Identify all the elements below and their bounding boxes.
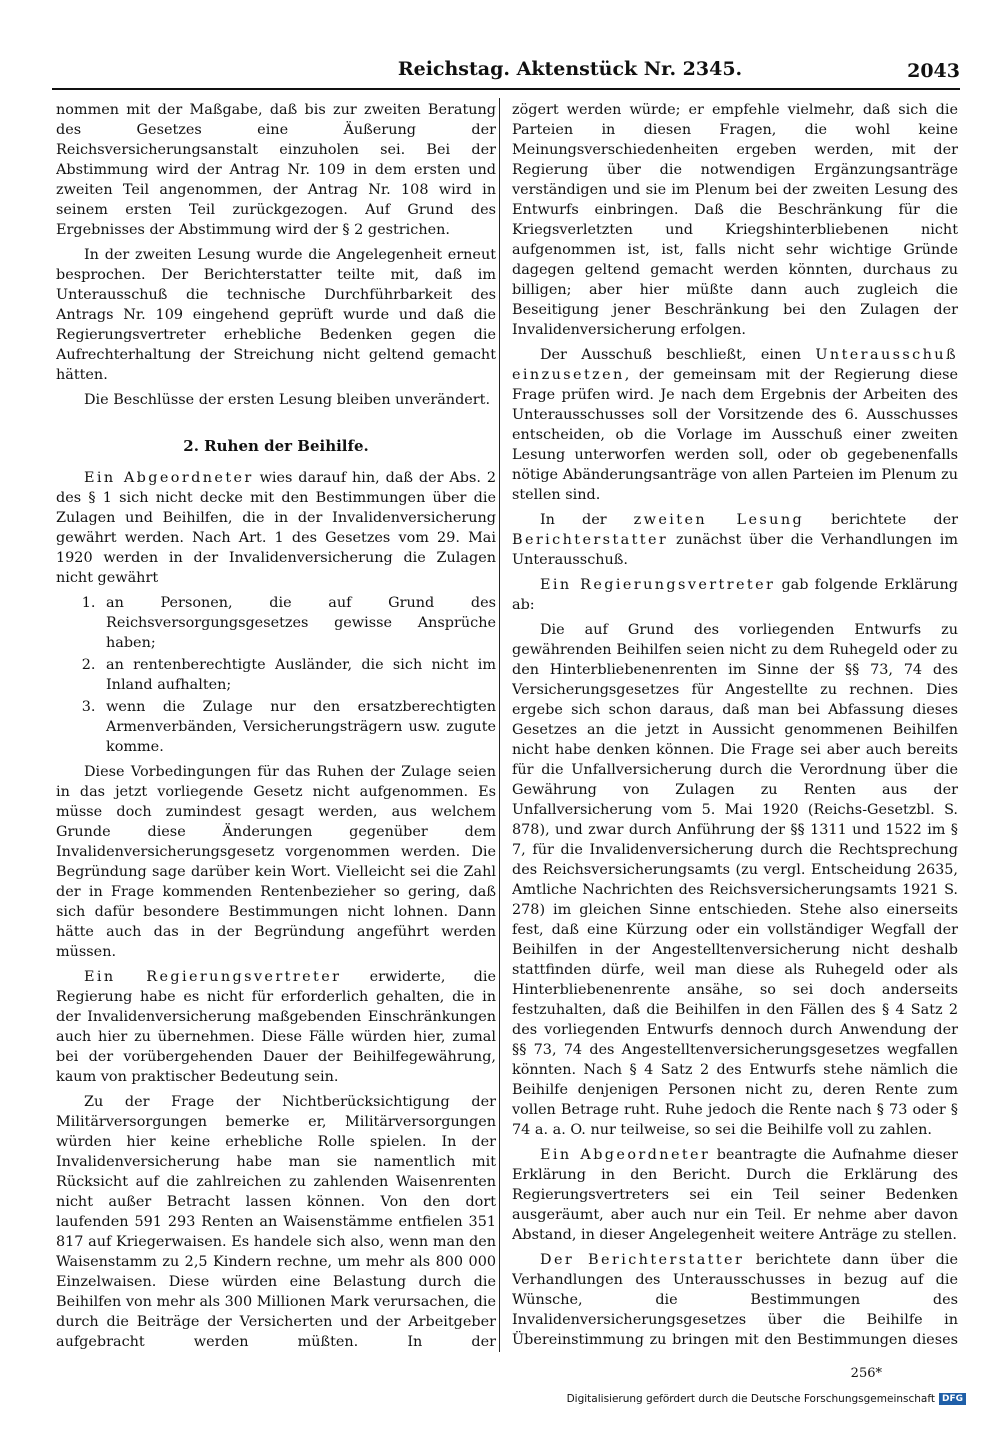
digitization-credit xyxy=(567,1393,966,1405)
paragraph-text: In der xyxy=(540,512,634,528)
speaker-label: Ein Regierungsvertreter xyxy=(84,969,342,985)
paragraph-text: beantragte die Aufnahme dieser Erklärung in den Bericht. Durch die Erklärung des Regierungsvertreters sei ein Teil seiner Bedenken ausgeräumt, aber auch nur ein Teil. Er nehme aber davon Abstand, in dieser Angelegenheit weitere Anträge zu stellen. xyxy=(512,1147,958,1243)
credit-text: Digitalisierung gefördert durch die Deutsche Forschungsgemeinschaft xyxy=(566,1393,935,1405)
paragraph xyxy=(512,1250,958,1350)
paragraph-text: berichtete dann über die Verhandlungen des Unterausschusses in bezug auf die Wünsche, die Bestimmungen des Invalidenversicherungsgesetzes über die Beihilfe in Übereinstimmung zu bringen mit den Bestimmungen dieses xyxy=(512,1252,958,1348)
right-column xyxy=(512,100,958,1350)
paragraph xyxy=(512,1145,958,1245)
paragraph xyxy=(56,967,496,1087)
paragraph-text: erwiderte, die Regierung habe es nicht für erforderlich gehalten, die in der Invalidenversicherung maßgebenden Einschränkungen auch hier zu übernehmen. Diese Fälle würden hier, zumal bei der vorübergehenden Dauer der Beihilfegewährung, kaum von praktischer Bedeutung sein. xyxy=(56,969,496,1085)
speaker-label: Ein Abgeordneter xyxy=(84,470,254,486)
dfg-logo: DFG xyxy=(939,1393,966,1405)
list-item: 2. an rentenberechtigte Ausländer, die sich nicht im Inland aufhalten; xyxy=(100,655,496,695)
paragraph: Zu der Frage der Nichtberücksichtigung der Militärversorgungen bemerke er, Militärversorgungen würden hier keine erhebliche Rolle spielen. In der Invalidenversicherung habe man sie namentlich mit Rücksicht auf die zahlreichen zu zahlenden Waisenrenten nicht außer Betracht lassen können. Von den dort laufenden 591 293 Renten an Waisenstämme entfielen 351 817 auf Kriegerwaisen. Es handele sich also, wenn man den Waisenstamm zu 2,5 Kindern rechne, um mehr als 800 000 Einzelwaisen. Diese würden eine Belastung durch die Beihilfen von mehr als 300 Millionen Mark verursachen, die durch die Beiträge der Versicherten und der Arbeitgeber aufgebracht werden müßten. In der xyxy=(56,1094,496,1350)
paragraph-text: wies darauf hin, daß der Abs. 2 des § 1 sich nicht decke mit den Bestimmungen über die Zulagen und Beihilfen, die in der Invalidenversicherung gewährt werden. Nach Art. 1 des Gesetzes vom 29. Mai 1920 werden in der Invalidenversicherung die Zulagen nicht gewährt xyxy=(56,470,496,586)
header-rule xyxy=(52,88,960,90)
paragraph: zögert werden würde; er empfehle vielmehr, daß sich die Parteien in diesen Fragen, die wohl keine Meinungsverschiedenheiten ergeben werden, mit der Regierung über die notwendigen Ergänzungsanträge verständigen und sie im Plenum bei der zweiten Lesung des Entwurfs einbringen. Daß die Beschränkung für die Kriegsverletzten und Kriegshinterbliebenen nicht aufgenommen ist, ist, falls nicht sehr wichtige Gründe dagegen geltend gemacht werden könnten, durchaus zu billigen; aber hier müßte dann auch zugleich die Beseitigung jener Beschränkung bei den Zulagen der Invalidenversicherung erfolgen. xyxy=(512,102,958,338)
speaker-label: Der Berichterstatter xyxy=(540,1252,745,1268)
paragraph-text: berichtete der xyxy=(804,512,958,528)
speaker-label: Ein Regierungsvertreter xyxy=(540,577,776,593)
paragraph-text: Der Ausschuß beschließt, einen xyxy=(540,347,816,363)
paragraph xyxy=(56,468,496,588)
paragraph: In der zweiten Lesung wurde die Angelegenheit erneut besprochen. Der Berichterstatter teilte mit, daß im Unterausschuß die technische Durchführbarkeit des Antrags Nr. 109 eingehend geprüft wurde und daß die Regierungsvertreter erhebliche Bedenken gegen die Aufrechterhaltung der Streichung nicht geltend gemacht hätten. xyxy=(56,247,496,383)
paragraph xyxy=(512,575,958,615)
conditions-list xyxy=(56,593,496,757)
paragraph-text: zunächst über die Verhandlungen im Unterausschuß. xyxy=(512,532,958,568)
speaker-label: Ein Abgeordneter xyxy=(540,1147,711,1163)
paragraph: Die Beschlüsse der ersten Lesung bleiben unverändert. xyxy=(84,392,491,408)
emphasis-text: Berichterstatter xyxy=(512,532,669,548)
paragraph: nommen mit der Maßgabe, daß bis zur zweiten Beratung des Gesetzes eine Äußerung der Reichsversicherungsanstalt einzuholen sei. Bei der Abstimmung wird der Antrag Nr. 109 in dem ersten und zweiten Teil angenommen, der Antrag Nr. 108 wird in seinem ersten Teil zurückgezogen. Auf Grund des Ergebnisses der Abstimmung wird der § 2 gestrichen. xyxy=(56,102,496,238)
left-column xyxy=(56,100,496,1350)
paragraph-text: , der gemeinsam mit der Regierung diese Frage prüfen wird. Je nach dem Ergebnis der Arbeiten des Unterausschusses soll der Vorsitzende des 6. Ausschusses entscheiden, ob die Vorlage im Ausschuß einer zweiten Lesung unterworfen werden soll, oder ob gegebenenfalls nötige Abänderungsanträge von allen Parteien im Plenum zu stellen sind. xyxy=(512,367,958,503)
list-item: 1. an Personen, die auf Grund des Reichsversorgungsgesetzes gewisse Ansprüche haben; xyxy=(100,593,496,653)
section-heading: 2. Ruhen der Beihilfe. xyxy=(183,437,369,455)
emphasis-text: zweiten Lesung xyxy=(633,512,805,528)
paragraph-text: gab folgende Erklärung ab: xyxy=(512,577,958,613)
emphasis-text: Unterausschuß einzusetzen xyxy=(512,347,958,383)
paragraph xyxy=(512,345,958,505)
list-item: 3. wenn die Zulage nur den ersatzberechtigten Armenverbänden, Versicherungsträgern usw. zugute komme. xyxy=(100,697,496,757)
paragraph: Die auf Grund des vorliegenden Entwurfs zu gewährenden Beihilfen seien nicht zu dem Ruhegeld oder zu den Hinterbliebenenrenten im Sinne der §§ 73, 74 des Versicherungsgesetzes für Angestellte zu rechnen. Dies ergebe sich schon daraus, daß man bei Abfassung dieses Gesetzes an die jetzt in Aussicht genommenen Beihilfen nicht habe denken können. Die Frage sei aber auch bereits für die Unfallversicherung durch die Verordnung über die Gewährung von Zulagen zu Renten aus der Unfallversicherung vom 5. Mai 1920 (Reichs-Gesetzbl. S. 878), und zwar durch Anführung der §§ 1311 und 1522 im § 7, für die Invalidenversicherung durch die Rechtsprechung des Reichsversicherungsamts (zu vergl. Entscheidung 2635, Amtliche Nachrichten des Reichsversicherungsamts 1921 S. 278) im gleichen Sinne entschieden. Stehe also einerseits fest, daß eine Kürzung oder ein vollständiger Wegfall der Beihilfen in der Angestelltenversicherung nicht deshalb stattfinden dürfe, weil man diese als Ruhegeld oder als Hinterbliebenenrente ansähe, so sei doch anderseits festzuhalten, daß die Beihilfen in den Fällen des § 4 Satz 2 des vorliegenden Entwurfs dennoch durch Anwendung der §§ 73, 74 des Angestelltenversicherungsgesetzes wegfallen könnten. Nach § 4 Satz 2 des Entwurfs stehe nämlich die Beihilfe denjenigen Personen nicht zu, deren Rente zum vollen Betrage ruht. Ruhe jedoch die Rente nach § 73 oder § 74 a. a. O. nur teilweise, so sei die Beihilfe voll zu zahlen. xyxy=(512,622,958,1138)
sheet-number: 256* xyxy=(850,1366,882,1381)
paragraph xyxy=(512,510,958,570)
running-header: Reichstag. Aktenstück Nr. 2345. xyxy=(397,58,743,80)
paragraph: Diese Vorbedingungen für das Ruhen der Zulage seien in das jetzt vorliegende Gesetz nicht aufgenommen. Es müsse doch zumindest gesagt werden, aus welchem Grunde diese Änderungen gegenüber dem Invalidenversicherungsgesetz vorgenommen werden. Die Begründung sage darüber kein Wort. Vielleicht sei die Zahl der in Frage kommenden Rentenbezieher so gering, daß sich dafür besondere Bestimmungen nicht lohnen. Dann hätte auch das in der Begründung angeführt werden müssen. xyxy=(56,764,496,960)
page-number: 2043 xyxy=(907,60,960,82)
column-divider xyxy=(499,98,500,1352)
